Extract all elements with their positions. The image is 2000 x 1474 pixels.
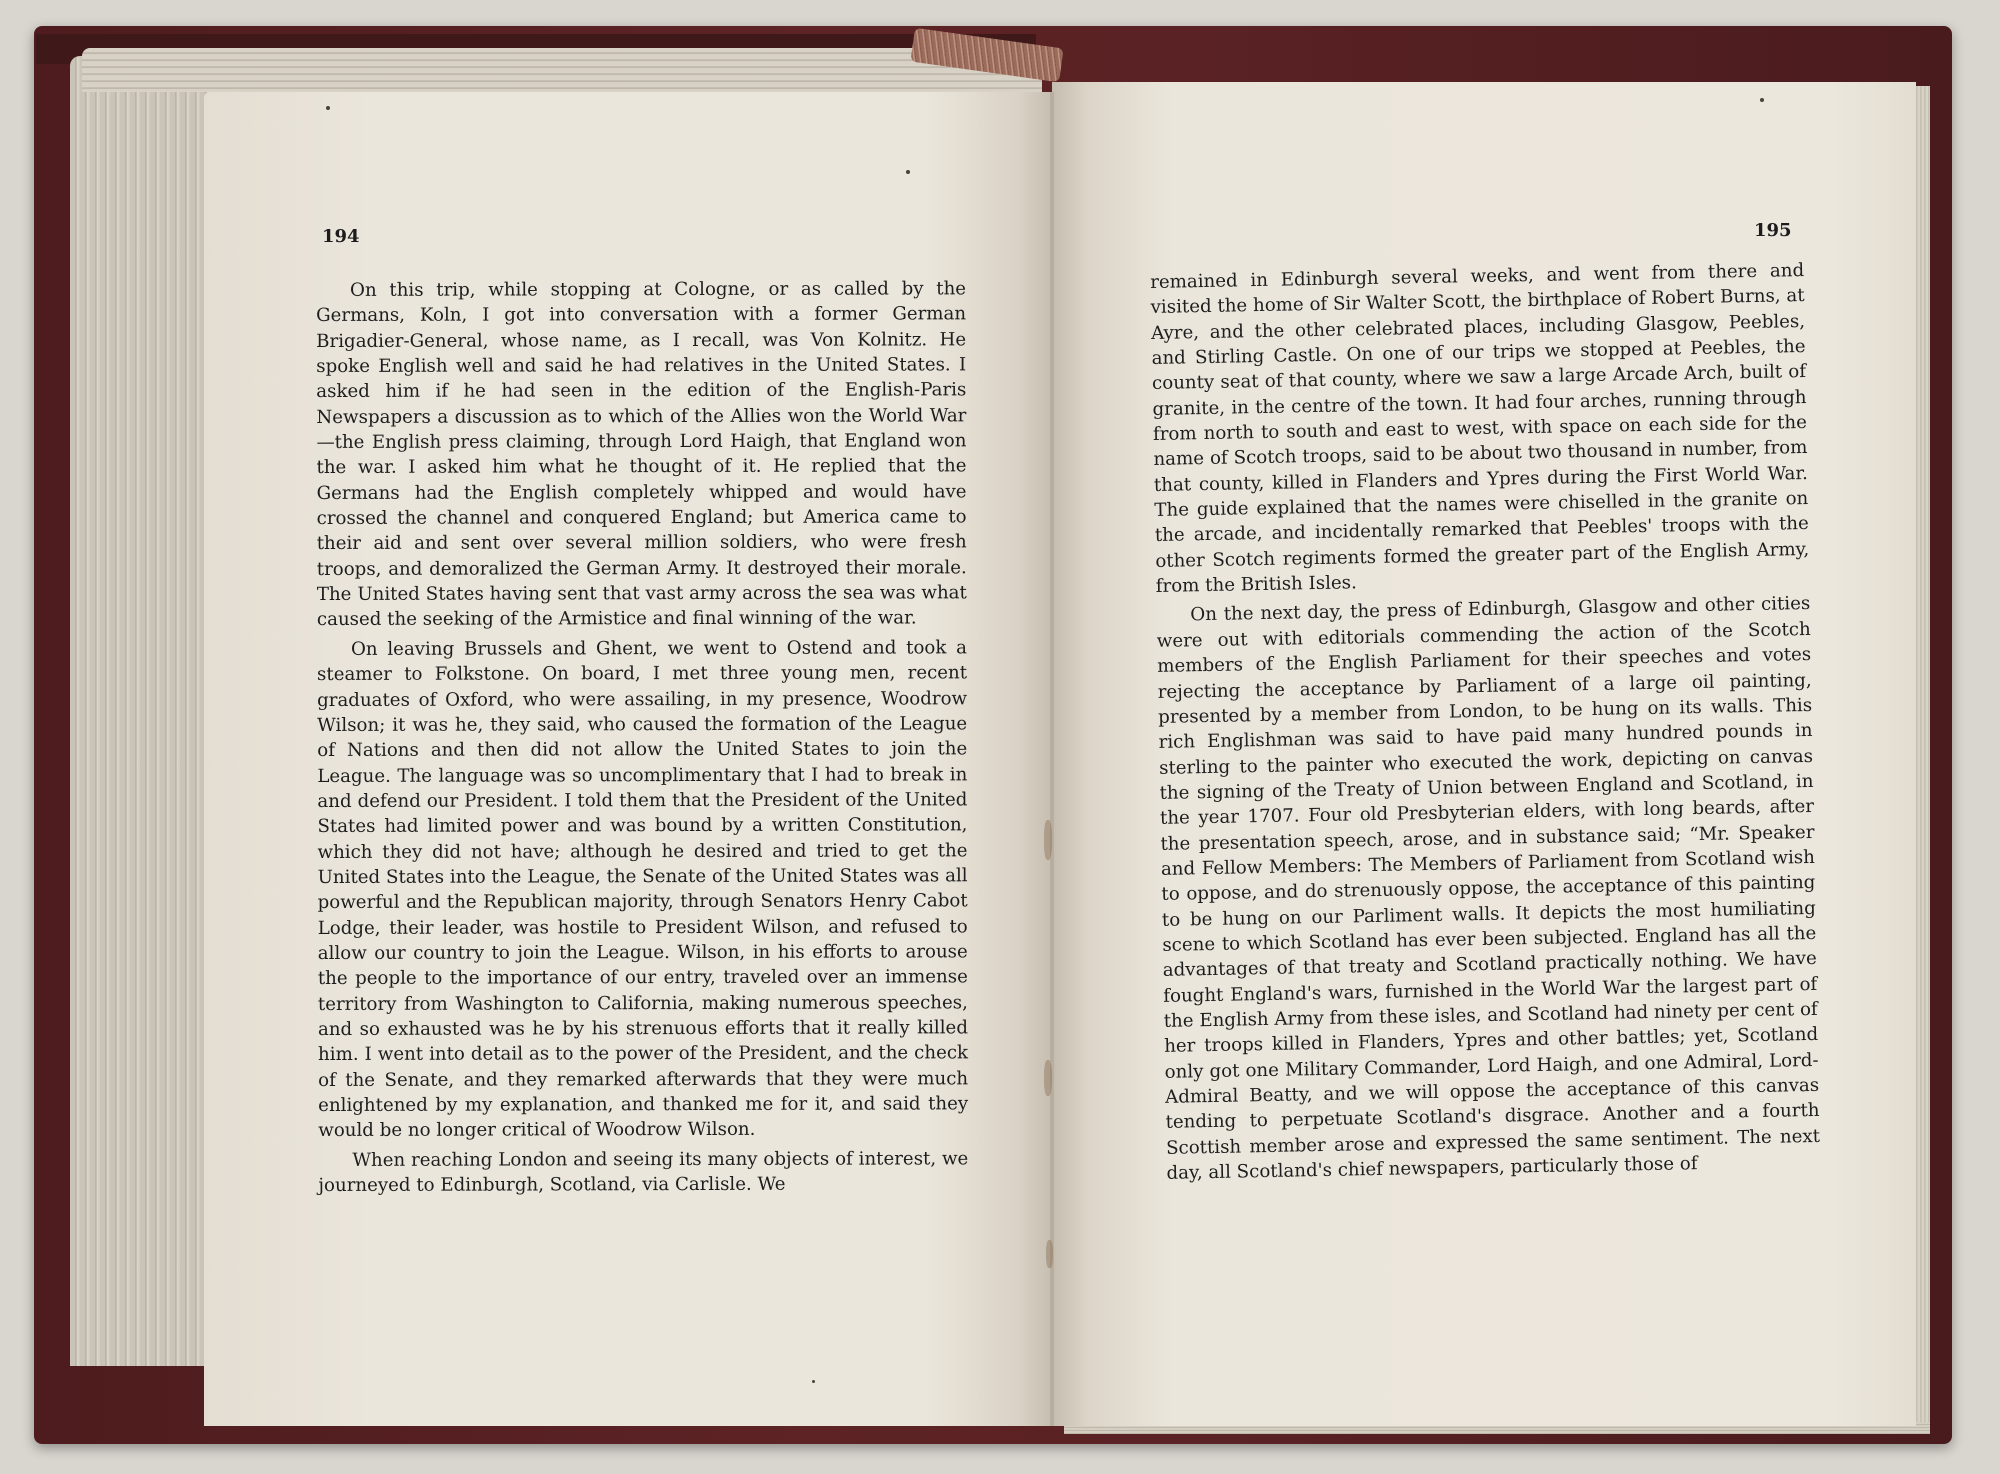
right-paragraph-2: On the next day, the press of Edinburgh, Glasgow and other cities were out with editorials commending the action of the Scotch members of the English Parliament for their speeches and votes rejecting the acceptance by Parliament of a large oil painting, presented by a member from London, to be hung on its walls. This rich Englishman was said to have paid many hundred pounds in sterling to the painter who executed the work, depicting on canvas the signing of the Treaty of Union between England and Scotland, in the year 1707. Four old Presbyterian elders, with long beards, after the presentation speech, arose, and in substance said; “Mr. Speaker and Fellow Members: The Members of Parliament from Scotland wish to oppose, and do strenuously oppose, the acceptance of this painting to be hung on our Parliment walls. It depicts the most humiliating scene to which Scotland has ever been subjected. England has all the advantages of that treaty and Scotland practically nothing. We have fought England's wars, furnished in the World War the largest part of the English Army from these isles, and Scotland had ninety per cent of her troops killed in Flanders, Ypres and other battles; yet, Scotland only got one Military Commander, Lord Haigh, and one Admiral, Lord-Admiral Beatty, and we will oppose the acceptance of this canvas tending to perpetuate Scotland's disgrace. Another and a fourth Scottish member arose and expressed the same sentiment. The next day, all Scotland's chief newspapers, particularly those of bbox=[1156, 593, 1821, 1184]
right-page-text bbox=[1150, 258, 1821, 1186]
paper-speck bbox=[812, 1380, 815, 1383]
page-edges-top bbox=[82, 48, 1042, 92]
page-number-left: 194 bbox=[322, 226, 360, 247]
left-page-text bbox=[316, 276, 968, 1198]
paper-speck bbox=[1760, 98, 1764, 102]
left-paragraph-1: On this trip, while stopping at Cologne, or as called by the Germans, Koln, I got into conversation with a former German Brigadier-General, whose name, as I recall, was Von Kolnitz. He spoke English well and said he had relatives in the United States. I asked him if he had seen in the edition of the English-Paris Newspapers a discussion as to which of the Allies won the World War—the English press claiming, through Lord Haigh, that England won the war. I asked him what he thought of it. He replied that the Germans had the English completely whipped and would have crossed the channel and conquered England; but America came to their aid and sent over several million soldiers, who were fresh troops, and demoralized the German Army. It destroyed their morale. The United States having sent that vast army across the sea was what caused the seeking of the Armistice and final winning of the war. bbox=[316, 278, 967, 631]
left-paragraph-2: On leaving Brussels and Ghent, we went to Ostend and took a steamer to Folkstone. On board, I met three young men, recent graduates of Oxford, who were assailing, in my presence, Woodrow Wilson; it was he, they said, who caused the formation of the League of Nations and then did not allow the United States to join the League. The language was so uncomplimentary that I had to break in and defend our President. I told them that the President of the United States had limited power and was bound by a written Constitution, which they did not have; although he desired and tried to get the United States into the League, the Senate of the United States was all powerful and the Republican majority, through Senators Henry Cabot Lodge, their leader, was hostile to President Wilson, and refused to allow our country to join the League. Wilson, in his efforts to arouse the people to the importance of our entry, traveled over an immense territory from Washington to California, making numerous speeches, and so exhausted was he by his strenuous efforts that it really killed him. I went into detail as to the power of the President, and the check of the Senate, and they remarked afterwards that they were much enlightened by my explanation, and thanked me for it, and said they would be no longer critical of Woodrow Wilson. bbox=[317, 637, 969, 1142]
left-paragraph-3: When reaching London and seeing its many objects of interest, we journeyed to Edinburgh, Scotland, via Carlisle. We bbox=[318, 1147, 969, 1197]
page-edges-left bbox=[70, 56, 210, 1366]
paper-stain bbox=[1046, 1240, 1053, 1268]
paper-stain bbox=[1044, 820, 1052, 860]
paper-speck bbox=[906, 170, 910, 174]
page-edges-right bbox=[1914, 86, 1930, 1426]
page-number-right: 195 bbox=[1754, 220, 1792, 241]
paper-speck bbox=[326, 106, 330, 110]
right-paragraph-1: remained in Edinburgh several weeks, and went from there and visited the home of Sir Walter Scott, the birthplace of Robert Burns, at Ayre, and the other celebrated places, including Glasgow, Peebles, and Stirling Castle. On one of our trips we stopped at Peebles, the county seat of that county, where we saw a large Arcade Arch, built of granite, in the centre of the town. It had four arches, running through from north to south and east to west, with space on each side for the name of Scotch troops, said to be about two thousand in number, from that county, killed in Flanders and Ypres during the First World War. The guide explained that the names were chiselled in the granite on the arcade, and incidentally remarked that Peebles' troops with the other Scotch regiments formed the greater part of the English Army, from the British Isles. bbox=[1150, 260, 1810, 598]
paper-stain bbox=[1044, 1060, 1052, 1096]
gutter bbox=[1050, 92, 1054, 1426]
